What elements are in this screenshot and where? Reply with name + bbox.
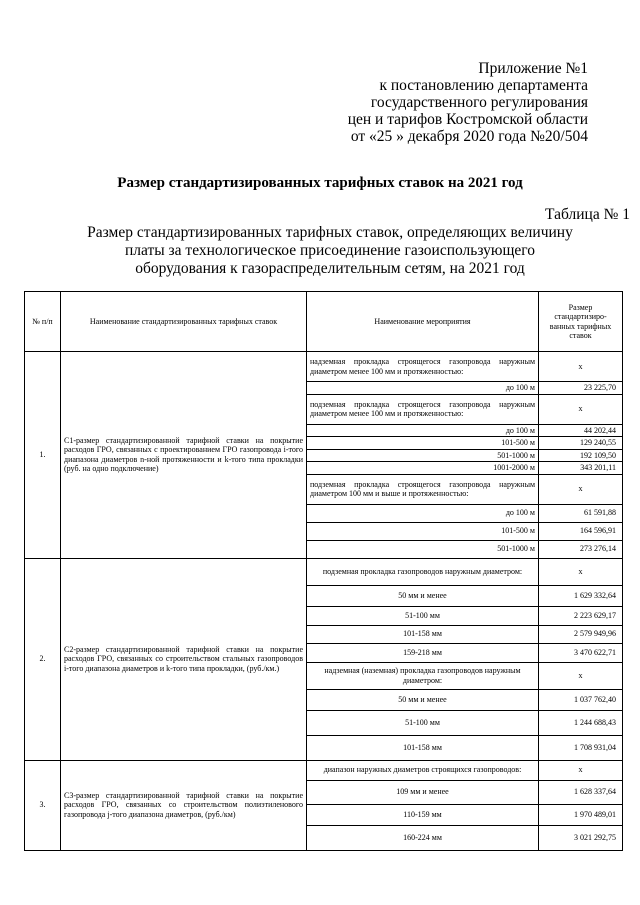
rate-value: 1 628 337,64 — [539, 780, 623, 804]
rate-value: х — [539, 662, 623, 689]
activity-cell: 101-500 м — [307, 437, 539, 450]
rate-value: 343 201,11 — [539, 462, 623, 475]
activity-group-heading: надземная (наземная) прокладка газопроводов наружным диаметром: — [307, 662, 539, 689]
rate-value: 1 629 332,64 — [539, 585, 623, 606]
section-number: 3. — [25, 760, 61, 850]
rate-value: 1 244 688,43 — [539, 710, 623, 735]
rate-value: 192 109,50 — [539, 449, 623, 462]
table-row — [25, 760, 623, 780]
header-rate: Размер стандартизиро-ванных тарифных ставок — [539, 292, 623, 352]
rate-value: 273 276,14 — [539, 540, 623, 558]
table-row — [25, 558, 623, 585]
activity-cell: 101-500 м — [307, 522, 539, 540]
activity-group-heading: подземная прокладка строящегося газопровода наружным диаметром менее 100 мм и протяженностью: — [307, 394, 539, 424]
annex-line-1: Приложение №1 — [478, 60, 588, 77]
activity-cell: 501-1000 м — [307, 449, 539, 462]
tariff-table — [24, 291, 623, 851]
annex-line-5: от «25 » декабря 2020 года №20/504 — [350, 128, 588, 145]
section-number: 2. — [25, 558, 61, 760]
activity-cell: 109 мм и менее — [307, 780, 539, 804]
annex-line-3: государственного регулирования — [370, 94, 588, 111]
page-title: Размер стандартизированных тарифных ставок на 2021 год — [117, 175, 523, 191]
rate-value: х — [539, 352, 623, 382]
table-subtitle — [70, 224, 590, 278]
activity-cell: 159-218 мм — [307, 643, 539, 662]
activity-cell: до 100 м — [307, 504, 539, 522]
rate-value: 129 240,55 — [539, 437, 623, 450]
rate-name: С1-размер стандартизированной тарифной ставки на покрытие расходов ГРО, связанных с проектированием ГРО газопровода i-того диапазона диаметров n-ной протяженности и k-того типа прокладки (руб. на одно подключение) — [61, 352, 307, 559]
rate-value: х — [539, 474, 623, 504]
activity-cell: 50 мм и менее — [307, 585, 539, 606]
subtitle-line-1: Размер стандартизированных тарифных ставок, определяющих величину — [87, 224, 573, 241]
table-row — [25, 352, 623, 382]
annex-block — [328, 60, 588, 145]
section-number: 1. — [25, 352, 61, 559]
activity-cell: 51-100 мм — [307, 710, 539, 735]
rate-value: х — [539, 760, 623, 780]
activity-group-heading: подземная прокладка строящегося газопровода наружным диаметром 100 мм и выше и протяженностью: — [307, 474, 539, 504]
rate-value: 61 591,88 — [539, 504, 623, 522]
header-num: № п/п — [25, 292, 61, 352]
activity-cell: 101-158 мм — [307, 735, 539, 760]
activity-cell: 110-159 мм — [307, 804, 539, 825]
rate-value: 44 202,44 — [539, 424, 623, 437]
rate-value: 2 223 629,17 — [539, 606, 623, 625]
activity-group-heading: подземная прокладка газопроводов наружным диаметром: — [307, 558, 539, 585]
activity-group-heading: надземная прокладка строящегося газопровода наружным диаметром менее 100 мм и протяженностью: — [307, 352, 539, 382]
rate-value: 2 579 949,96 — [539, 625, 623, 643]
rate-value: 3 021 292,75 — [539, 825, 623, 850]
activity-cell: 101-158 мм — [307, 625, 539, 643]
activity-cell: 160-224 мм — [307, 825, 539, 850]
activity-group-heading: диапазон наружных диаметров строящихся газопроводов: — [307, 760, 539, 780]
activity-cell: 50 мм и менее — [307, 689, 539, 710]
rate-value: 3 470 622,71 — [539, 643, 623, 662]
rate-value: 1 970 489,01 — [539, 804, 623, 825]
activity-cell: до 100 м — [307, 382, 539, 395]
rate-value: х — [539, 558, 623, 585]
rate-value: 1 708 931,04 — [539, 735, 623, 760]
activity-cell: 51-100 мм — [307, 606, 539, 625]
rate-name: С3-размер стандартизированной тарифной ставки на покрытие расходов ГРО, связанных со строительством полиэтиленового газопровода j-того диапазона диаметров, (руб./км) — [61, 760, 307, 850]
subtitle-line-3: оборудования к газораспределительным сетям, на 2021 год — [135, 260, 525, 277]
rate-name: С2-размер стандартизированной тарифной ставки на покрытие расходов ГРО, связанных со строительством стальных газопроводов i-того диапазона диаметров и k-того типа прокладки, (руб./км.) — [61, 558, 307, 760]
activity-cell: 1001-2000 м — [307, 462, 539, 475]
rate-value: 164 596,91 — [539, 522, 623, 540]
annex-line-2: к постановлению департамента — [379, 77, 588, 94]
table-number: Таблица № 1 — [545, 206, 630, 223]
table-header-row — [25, 292, 623, 352]
header-name: Наименование стандартизированных тарифных ставок — [61, 292, 307, 352]
activity-cell: до 100 м — [307, 424, 539, 437]
subtitle-line-2: платы за технологическое присоединение газоиспользующего — [124, 242, 536, 259]
rate-value: х — [539, 394, 623, 424]
header-activity: Наименование мероприятия — [307, 292, 539, 352]
rate-value: 1 037 762,40 — [539, 689, 623, 710]
activity-cell: 501-1000 м — [307, 540, 539, 558]
rate-value: 23 225,70 — [539, 382, 623, 395]
annex-line-4: цен и тарифов Костромской области — [347, 111, 588, 128]
